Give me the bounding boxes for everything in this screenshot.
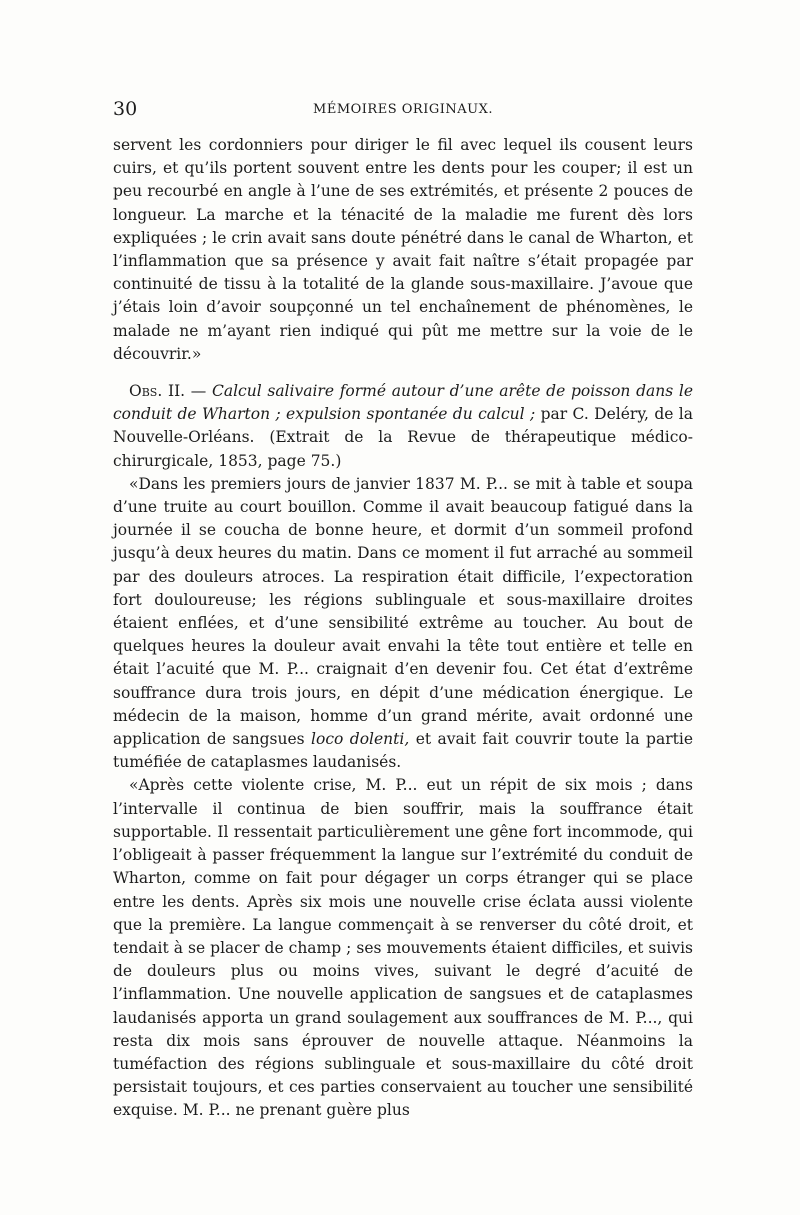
page-header — [113, 98, 693, 122]
obs-title: Calcul salivaire formé autour d’une arête de poisson dans le conduit de Wharton ; expulsion spontanée du calcul ; — [113, 382, 693, 424]
paragraph-case-end: et avait fait couvrir toute la partie tuméfiée de cataplasmes laudanisés. — [113, 730, 693, 772]
page-number: 30 — [113, 98, 138, 120]
body-text — [113, 134, 693, 1123]
observation-heading — [113, 380, 693, 473]
obs-number: . II. — — [157, 382, 207, 401]
paragraph-case-start — [113, 473, 693, 775]
obs-source: par C. Deléry, de la Nouvelle-Orléans. (Extrait de la Revue de thérapeutique médico-chirurgicale, 1853, page 75.) — [113, 405, 694, 470]
paragraph-case-text: «Dans les premiers jours de janvier 1837 M. P... se mit à table et soupa d’une truite au court bouillon. Comme il avait beaucoup fatigué dans la journée il se coucha de bonne heure, et dormit d’un sommeil profond jusqu’à deux heures du matin. Dans ce moment il fut arraché au sommeil par des douleurs atroces. La respiration était difficile, l’expectoration fort douloureuse; les régions sublinguale et sous-maxillaire droites étaient enflées, et d’une sensibilité extrême au toucher. Au bout de quelques heures la douleur avait envahi la tête tout entière et telle en était l’acuité que M. P... craignait d’en devenir fou. Cet état d’extrême souffrance dura trois jours, en dépit d’une médication énergique. Le médecin de la maison, homme d’un grand mérite, avait ordonné une application de sangsues — [113, 474, 693, 749]
obs-label: Obs — [129, 382, 158, 401]
paragraph-continuation: servent les cordonniers pour diriger le fil avec lequel ils cousent leurs cuirs, et qu’ils portent souvent entre les dents pour les couper; il est un peu recourbé en angle à l’une de ses extrémités, et présente 2 pouces de longueur. La marche et la ténacité de la maladie me furent dès lors expliquées ; le crin avait sans doute pénétré dans le canal de Wharton, et l’inflammation que sa présence y avait fait naître s’était propagée par continuité de tissu à la totalité de la glande sous-maxillaire. J’avoue que j’étais loin d’avoir soupçonné un tel enchaînement de phénomènes, le malade ne m’ayant rien indiqué qui pût me mettre sur la voie de le découvrir.» — [113, 136, 693, 363]
running-head: MÉMOIRES ORIGINAUX. — [313, 102, 493, 117]
paragraph-second-crisis: «Après cette violente crise, M. P... eut un répit de six mois ; dans l’intervalle il continua de bien souffrir, mais la souffrance était supportable. Il ressentait particulièrement une gêne fort incommode, qui l’obligeait à passer fréquemment la langue sur l’extrémité du conduit de Wharton, comme on fait pour dégager un corps étranger qui se place entre les dents. Après six mois une nouvelle crise éclata aussi violente que la première. La langue commençait à se renverser du côté droit, et tendait à se placer de champ ; ses mouvements étaient difficiles, et suivis de douleurs plus ou moins vives, suivant le degré d’acuité de l’inflammation. Une nouvelle application de sangsues et de cataplasmes laudanisés apporta un grand soulagement aux souffrances de M. P..., qui resta dix mois sans éprouver de nouvelle attaque. Néanmoins la tuméfaction des régions sublinguale et sous-maxillaire du côté droit persistait toujours, et ces parties conservaient au toucher une sensibilité exquise. M. P... ne prenant guère plus — [113, 776, 693, 1120]
latin-phrase: loco dolenti, — [311, 730, 410, 749]
